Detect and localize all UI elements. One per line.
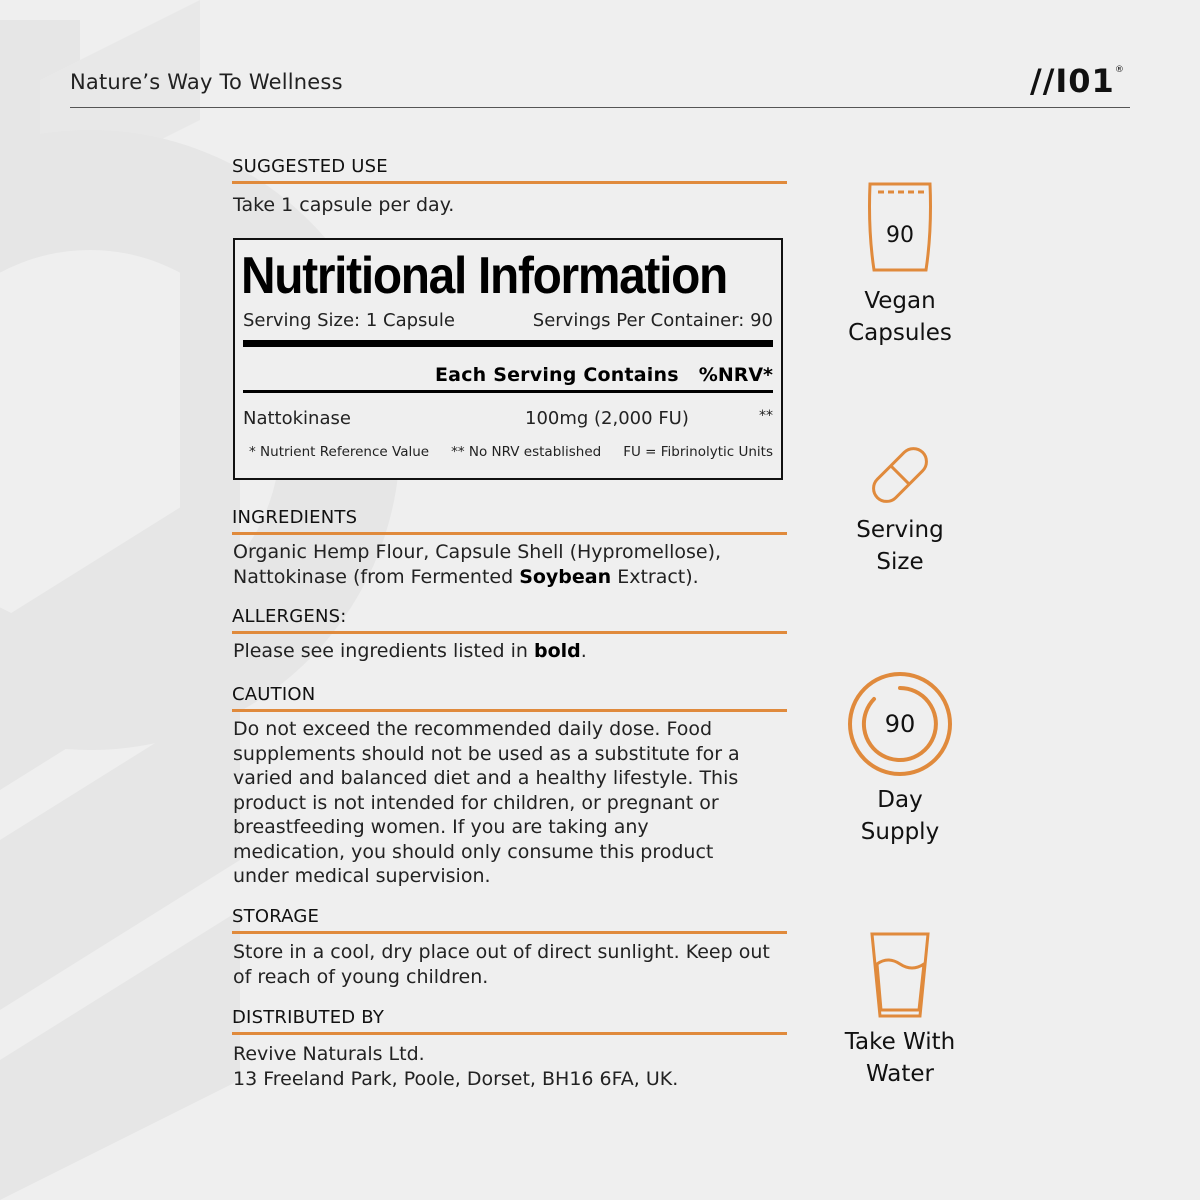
feature-serving-size — [840, 440, 960, 578]
nutrition-title: Nutritional Information — [241, 247, 727, 305]
suggested-use-text: Take 1 capsule per day. — [233, 194, 455, 216]
each-serving-header: Each Serving Contains — [435, 364, 679, 386]
nrv-header: %NRV* — [698, 364, 773, 386]
feature-label: Take With Water — [844, 1029, 956, 1087]
feature-take-with-water — [840, 930, 960, 1090]
nutrient-name: Nattokinase — [243, 408, 351, 429]
feature-label: Day Supply — [860, 787, 940, 845]
nutrient-amount: 100mg (2,000 FU) — [525, 408, 689, 429]
ring-icon — [844, 668, 956, 780]
suggested-use-heading: SUGGESTED USE — [232, 156, 787, 184]
caution-text: Do not exceed the recommended daily dose. Food supplements should not be used as a substitute for a varied and balanced diet and a healthy lifestyle. This product is not intended for children, or pregnant or breastfeeding women. If you are taking any medication, you should only consume this product under medical supervision. — [233, 718, 740, 887]
header-divider — [70, 107, 1130, 108]
pouch-icon — [860, 180, 940, 275]
serving-size: Serving Size: 1 Capsule — [243, 310, 455, 331]
footnote: * Nutrient Reference Value — [249, 444, 430, 460]
tagline: Nature’s Way To Wellness — [70, 70, 343, 94]
feature-label: Vegan Capsules — [848, 288, 952, 346]
glass-icon — [868, 930, 932, 1020]
nutrition-footnotes — [249, 444, 773, 460]
footnote: FU = Fibrinolytic Units — [623, 444, 773, 460]
svg-text:90: 90 — [884, 710, 916, 738]
storage-heading: STORAGE — [232, 906, 787, 934]
svg-text:90: 90 — [886, 223, 914, 248]
nutrition-panel — [233, 238, 783, 480]
capsule-icon — [860, 440, 940, 510]
ingredients-heading: INGREDIENTS — [232, 507, 787, 535]
ingredients-text: Organic Hemp Flour, Capsule Shell (Hypromellose), Nattokinase (from Fermented Soybean Extract). — [233, 541, 722, 588]
distributed-heading: DISTRIBUTED BY — [232, 1007, 787, 1035]
footnote: ** No NRV established — [451, 444, 602, 460]
brand-logo: //I01® — [1030, 62, 1125, 100]
storage-text: Store in a cool, dry place out of direct sunlight. Keep out of reach of young children. — [233, 941, 770, 988]
allergens-text: Please see ingredients listed in bold. — [233, 640, 587, 662]
distributed-text: Revive Naturals Ltd. 13 Freeland Park, Poole, Dorset, BH16 6FA, UK. — [233, 1043, 679, 1090]
feature-day-supply — [840, 668, 960, 848]
nutrient-nrv: ** — [759, 408, 773, 424]
allergens-heading: ALLERGENS: — [232, 606, 787, 634]
servings-per-container: Servings Per Container: 90 — [532, 310, 773, 331]
feature-label: Serving Size — [856, 517, 944, 575]
caution-heading: CAUTION — [232, 684, 787, 712]
nutrition-divider-thick — [243, 340, 773, 347]
feature-vegan-capsules — [840, 180, 960, 349]
nutrition-divider-thin — [243, 390, 773, 393]
